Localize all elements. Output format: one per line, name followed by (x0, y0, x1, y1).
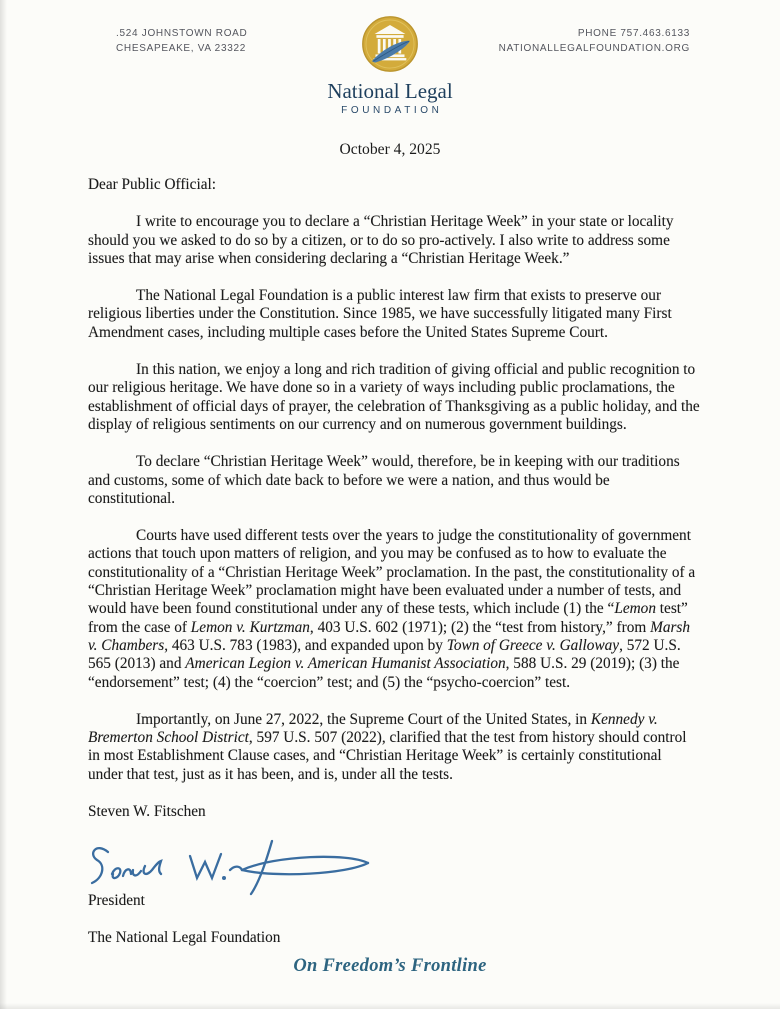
text-segment: test” from the case of (88, 600, 688, 636)
letterhead (0, 0, 780, 120)
text-segment: Courts have used different tests over the years to judge the constitutionality of government actions that touch upon matters of religion, and you may be confused as to how to evaluate the constitutionality of a “Christian Heritage Week” proclamation. In the past, the constitutionality of a “Christian Heritage Week” proclamation might have been evaluated under a number of tests, and would have been found constitutional under any of these tests, which include (1) the “ (88, 527, 696, 618)
text-segment: Lemon (614, 600, 656, 618)
text-segment: Importantly, on June 27, 2022, the Supreme Court of the United States, in (136, 710, 591, 728)
text-segment: The National Legal Foundation is a public interest law firm that exists to preserve our religious liberties under the Constitution. Since 1985, we have successfully litigated many First Amendment cases, including multiple cases before the United States Supreme Court. (88, 287, 672, 341)
text-segment: Kennedy v. Bremerton School District (88, 710, 658, 747)
text-segment: American Legion v. American Humanist Association (185, 655, 506, 673)
address-line: CHESAPEAKE, VA 23322 (116, 42, 246, 54)
letter-paragraph (88, 711, 700, 784)
website-line: NATIONALLEGALFOUNDATION.ORG (498, 42, 690, 54)
logo (0, 15, 780, 116)
scan-edge-artifact (0, 1003, 780, 1009)
date-line: October 4, 2025 (339, 141, 441, 158)
phone-line: PHONE 757.463.6133 (577, 28, 690, 39)
logo-subname: FOUNDATION (341, 105, 443, 116)
text-segment: Lemon v. Kurtzman (190, 618, 310, 636)
text-segment: I write to encourage you to declare a “Christian Heritage Week” in your state or locality should you we asked to do so by a citizen, or to do so pro-actively. I also write to address some issues that may arise when considering declaring a “Christian Heritage Week.” (88, 213, 674, 267)
temple-quill-icon (361, 60, 419, 77)
text-segment: , 463 U.S. 783 (1983), and expanded upon by (164, 636, 447, 654)
salutation: Dear Public Official: (88, 176, 216, 193)
letter-paragraph (88, 213, 700, 268)
text-segment: Marsh v. Chambers (88, 618, 691, 654)
letter-paragraph (88, 287, 700, 342)
footer-tagline: On Freedom’s Frontline (293, 956, 487, 976)
address-line: .524 JOHNSTOWN ROAD (116, 28, 248, 39)
letter-paragraph (88, 361, 700, 434)
text-segment: , 588 U.S. 29 (2019); (3) the “endorsement” test; (4) the “coercion” test; and (5) the “psycho-coercion” test. (88, 655, 680, 691)
text-segment: To declare “Christian Heritage Week” would, therefore, be in keeping with our traditions and customs, some of which date back to before we were a nation, and thus would be constitutional. (88, 453, 680, 507)
letter-body (88, 176, 700, 966)
text-segment: In this nation, we enjoy a long and rich tradition of giving official and public recognition to our religious heritage. We have done so in a variety of ways including public proclamations, the establishment of official days of prayer, the celebration of Thanksgiving as a public holiday, and the display of religious sentiments on our currency and on numerous government buildings. (88, 361, 700, 433)
text-segment: , 403 U.S. 602 (1971); (2) the “test from history,” from (309, 618, 651, 636)
letter-paragraph (88, 527, 700, 692)
text-segment: Town of Greece v. Galloway (446, 636, 620, 654)
text-segment: , 597 U.S. 507 (2022), clarified that the test from history should control in most Establishment Clause cases, and “Christian Heritage Week” is certainly constitutional under that test, just as it has been, and is, under all the tests. (88, 729, 687, 783)
logo-name: National Legal (327, 79, 453, 103)
signer-title: President (88, 891, 145, 909)
signer-typed-name: Steven W. Fitschen (88, 803, 206, 821)
text-segment: , 572 U.S. 565 (2013) and (88, 636, 681, 673)
signer-organization: The National Legal Foundation (88, 928, 281, 946)
letter-paragraph (88, 453, 700, 508)
